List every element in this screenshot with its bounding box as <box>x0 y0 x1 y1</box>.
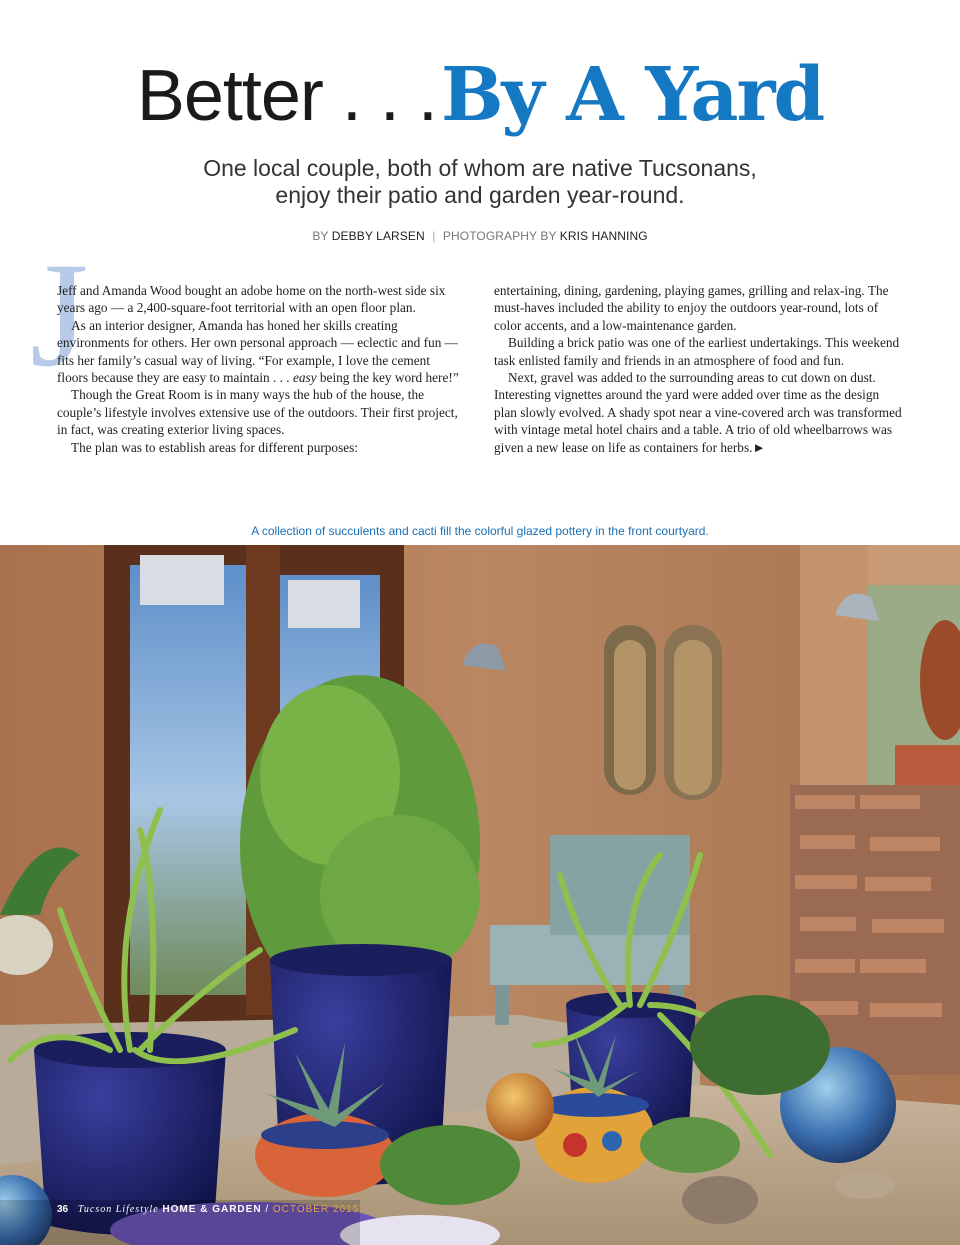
paragraph-5: entertaining, dining, gardening, playing games, grilling and relax-ing. The must-haves included the ability to enjoy the outdoors year-round, lots of color accents, and a low-maintenance garden. <box>494 283 889 333</box>
photo-caption: A collection of succulents and cacti fill the colorful glazed pottery in the front courtyard. <box>251 524 709 538</box>
paragraph-7-text: Next, gravel was added to the surrounding areas to cut down on dust. Interesting vignettes around the yard were added over time as the design plan slowly evolved. A shady spot near a vine-covered arch was transformed with vintage metal hotel chairs and a table. A trio of old wheelbarrows was given a new lease on life as containers for herbs. <box>494 370 902 455</box>
by-label: BY <box>312 229 329 243</box>
issue-date: OCTOBER 2015 <box>272 1204 360 1215</box>
author-name: DEBBY LARSEN <box>331 229 425 243</box>
subtitle-line-1: One local couple, both of whom are native Tucsonans, <box>203 155 757 181</box>
paragraph-1: Jeff and Amanda Wood bought an adobe home on the north-west side six years ago — a 2,400-square-foot territorial with an open floor plan. <box>57 283 446 316</box>
footer-separator: / <box>265 1204 270 1215</box>
page-footer <box>57 1204 359 1215</box>
article-title <box>0 52 960 138</box>
article-column-right <box>494 282 904 456</box>
paragraph-4: The plan was to establish areas for different purposes: <box>71 439 359 455</box>
continue-arrow-icon: ► <box>752 439 766 455</box>
drop-cap: J <box>30 232 89 398</box>
title-part-2: By A Yard <box>440 52 824 138</box>
magazine-name: Tucson Lifestyle <box>77 1204 159 1215</box>
photo-label: PHOTOGRAPHY BY <box>442 229 557 243</box>
courtyard-illustration <box>0 545 960 1245</box>
title-part-1: Better . . . <box>136 56 437 136</box>
photographer-name: KRIS HANNING <box>559 229 648 243</box>
byline-divider: | <box>432 229 436 243</box>
subtitle-line-2: enjoy their patio and garden year-round. <box>275 182 685 208</box>
paragraph-2 <box>57 317 463 387</box>
paragraph-2-end: being the key word here!” <box>316 370 459 386</box>
paragraph-6: Building a brick patio was one of the earliest undertakings. This weekend task enlisted family and friends in an atmosphere of food and fun. <box>494 335 900 368</box>
article-column-left <box>57 282 463 456</box>
paragraph-7 <box>494 369 904 456</box>
page-number: 36 <box>57 1204 69 1215</box>
paragraph-2-text: As an interior designer, Amanda has honed her skills creating environments for others. Her own personal approach — eclectic and fun — fits her family’s casual way of living. “For example, I love the cement floors because they are easy to maintain . . . <box>57 317 458 386</box>
paragraph-2-emphasis: easy <box>292 370 317 386</box>
courtyard-photo <box>0 545 960 1245</box>
paragraph-3: Though the Great Room is in many ways the hub of the house, the couple’s lifestyle involves extensive use of the outdoors. Their first project, in fact, was creating exterior living spaces. <box>57 387 458 438</box>
article-subtitle <box>0 155 960 209</box>
byline <box>0 229 960 243</box>
section-name: HOME & GARDEN <box>162 1204 262 1215</box>
